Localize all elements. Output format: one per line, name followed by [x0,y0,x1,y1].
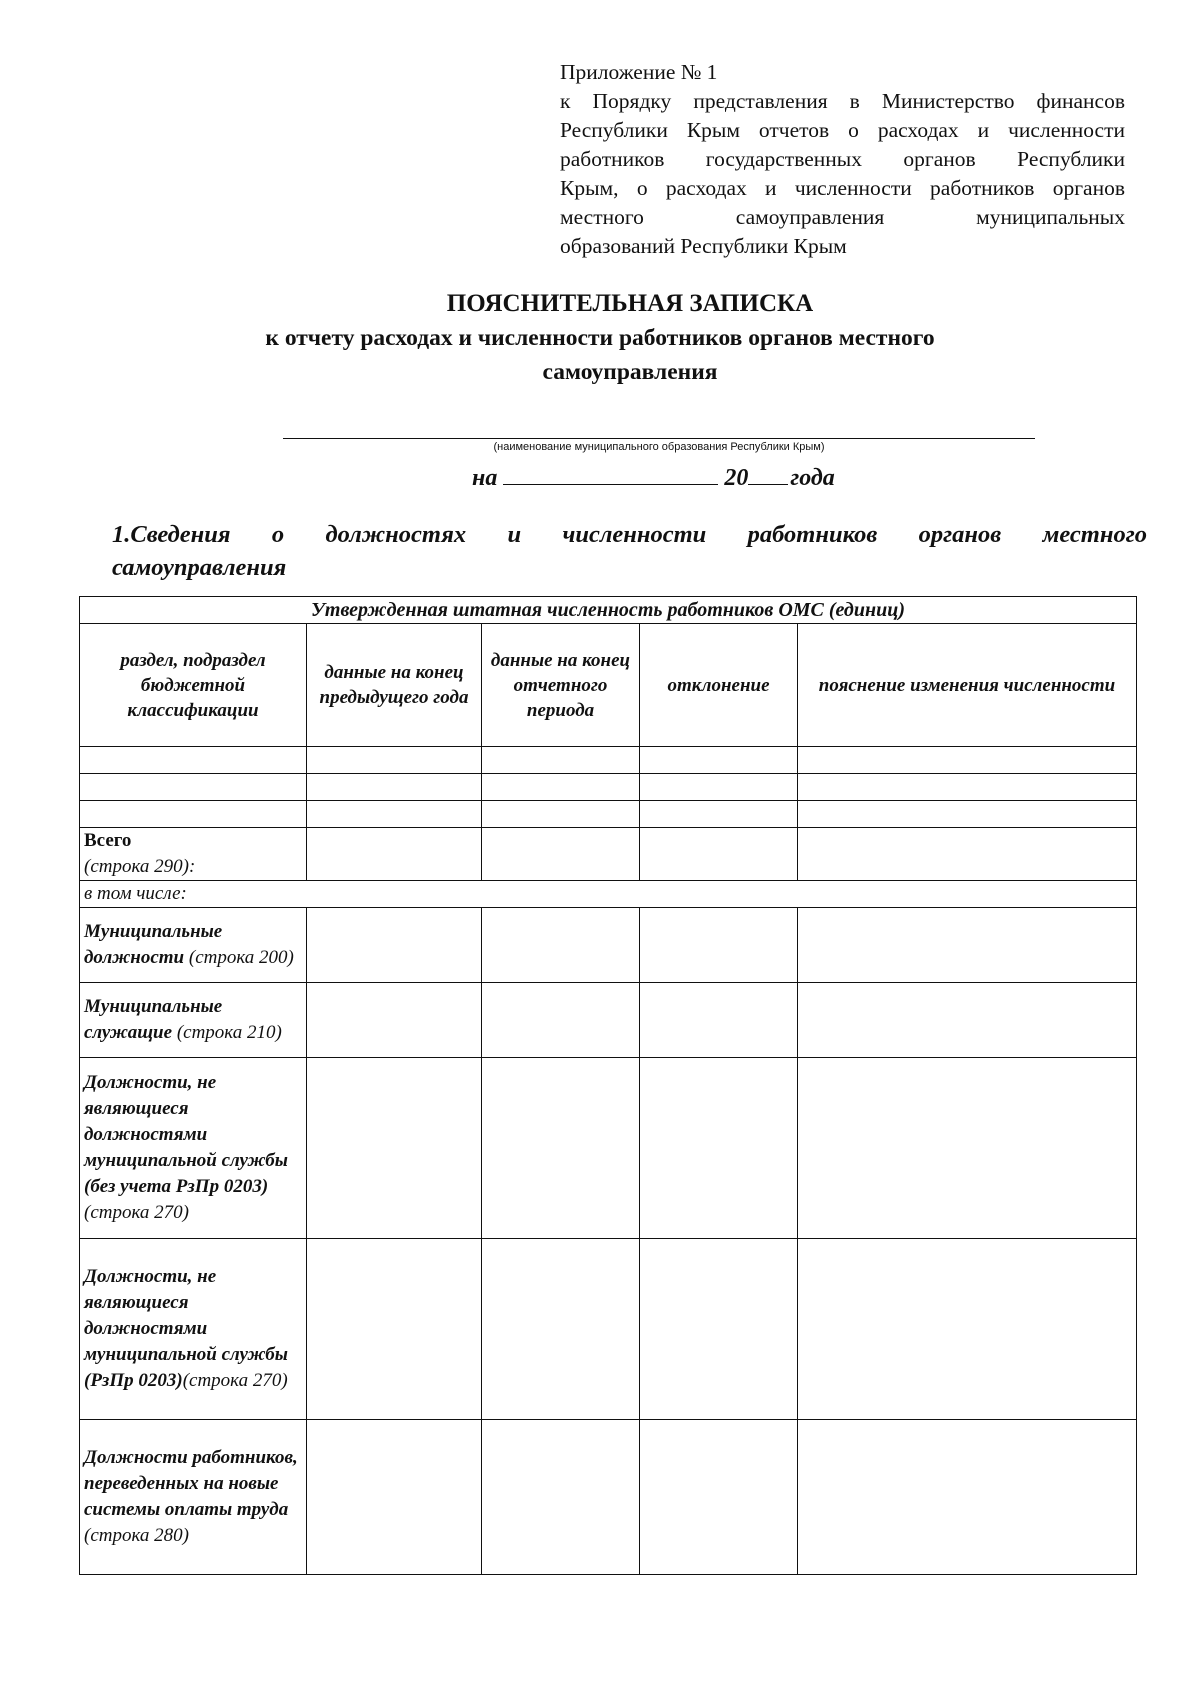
table-cell[interactable] [307,983,482,1058]
document-subtitle-line-1: к отчету расходах и численности работников органов местного [265,325,935,351]
period-date-blank[interactable] [503,460,718,485]
annex-line-7: образований Республики Крым [560,234,847,258]
document-subtitle-line-2: самоуправления [542,359,718,385]
table-cell[interactable] [307,908,482,983]
header-reporting-period: данные на конец отчетного периода [482,624,640,747]
row-label-non-service-excl-0203-bold: Должности, не являющиеся должностями муниципальной службы (без учета РзПр 0203) [84,1072,288,1197]
annex-reference [560,58,1125,261]
table-cell[interactable] [482,828,640,881]
table-cell[interactable] [798,828,1137,881]
table-cell[interactable] [80,774,307,801]
row-label-non-service-0203 [80,1239,307,1420]
municipality-caption: (наименование муниципального образования Республики Крым) [493,441,825,453]
table-cell[interactable] [307,1058,482,1239]
annex-line-6: местного самоуправления муниципальных [560,205,1125,229]
table-row [80,801,1137,828]
annex-line-1: Приложение № 1 [560,60,718,84]
municipality-name-blank[interactable] [283,438,1035,439]
row-label-including: в том числе: [80,881,1137,908]
row-label-new-pay-systems-bold: Должности работников, переведенных на новые системы оплаты труда [84,1447,298,1520]
table-cell[interactable] [482,1058,640,1239]
row-label-new-pay-systems-line: (строка 280) [84,1525,189,1546]
table-cell[interactable] [80,747,307,774]
row-label-municipal-positions-line: (строка 200) [184,947,294,968]
row-label-municipal-positions [80,908,307,983]
annex-line-4: работников государственных органов Республики [560,147,1125,171]
period-suffix: года [790,465,835,491]
header-deviation: отклонение [640,624,798,747]
row-label-municipal-servants-bold: Муниципальные служащие [84,996,223,1043]
table-cell[interactable] [307,1239,482,1420]
table-cell[interactable] [307,747,482,774]
row-label-non-service-excl-0203-line: (строка 270) [84,1202,189,1223]
table-cell[interactable] [798,908,1137,983]
row-label-new-pay-systems [80,1420,307,1575]
table-row-non-service-positions-excl-0203 [80,1058,1137,1239]
table-cell[interactable] [80,801,307,828]
table-cell[interactable] [640,828,798,881]
table-cell[interactable] [482,1239,640,1420]
row-label-non-service-excl-0203 [80,1058,307,1239]
report-period [472,460,835,492]
table-row-new-pay-systems [80,1420,1137,1575]
annex-line-3: Республики Крым отчетов о расходах и численности [560,118,1125,142]
table-caption: Утвержденная штатная численность работников ОМС (единиц) [80,597,1137,624]
table-row-including [80,881,1137,908]
table-cell[interactable] [798,801,1137,828]
table-cell[interactable] [798,1058,1137,1239]
section-heading [112,518,1147,584]
header-change-explanation: пояснение изменения численности [798,624,1137,747]
header-budget-classification: раздел, подраздел бюджетной классификации [80,624,307,747]
period-year-prefix: 20 [724,465,749,491]
table-cell[interactable] [798,774,1137,801]
table-cell[interactable] [482,747,640,774]
document-title-block [0,288,1200,388]
document-title: ПОЯСНИТЕЛЬНАЯ ЗАПИСКА [446,290,814,317]
table-cell[interactable] [798,1420,1137,1575]
annex-line-2: к Порядку представления в Министерство финансов [560,89,1125,113]
table-cell[interactable] [798,747,1137,774]
period-year-blank[interactable] [748,460,788,485]
table-cell[interactable] [640,1239,798,1420]
table-cell[interactable] [798,1239,1137,1420]
table-cell[interactable] [640,1420,798,1575]
row-label-total-line: (строка 290): [84,856,196,877]
row-label-municipal-positions-bold: Муниципальные должности [84,921,223,968]
table-cell[interactable] [640,774,798,801]
row-label-municipal-servants-line: (строка 210) [172,1022,282,1043]
row-label-total-bold: Всего [84,830,132,851]
row-label-non-service-0203-bold: Должности, не являющиеся должностями муниципальной службы (РзПр 0203) [84,1266,288,1391]
table-cell[interactable] [640,908,798,983]
staff-count-table [79,596,1137,1575]
table-row [80,747,1137,774]
table-cell[interactable] [640,747,798,774]
table-row [80,774,1137,801]
table-cell[interactable] [482,774,640,801]
table-cell[interactable] [482,1420,640,1575]
table-cell[interactable] [307,801,482,828]
section-heading-line-2: самоуправления [112,554,287,581]
row-label-non-service-0203-line: (строка 270) [182,1370,288,1391]
row-label-total [80,828,307,881]
annex-line-5: Крым, о расходах и численности работников органов [560,176,1125,200]
table-cell[interactable] [482,908,640,983]
table-cell[interactable] [640,1058,798,1239]
table-cell[interactable] [640,983,798,1058]
table-row-total [80,828,1137,881]
table-cell[interactable] [307,774,482,801]
table-row-municipal-positions [80,908,1137,983]
table-cell[interactable] [307,828,482,881]
table-cell[interactable] [307,1420,482,1575]
table-row-municipal-servants [80,983,1137,1058]
header-previous-year: данные на конец предыдущего года [307,624,482,747]
table-cell[interactable] [482,983,640,1058]
table-cell[interactable] [482,801,640,828]
row-label-municipal-servants [80,983,307,1058]
table-cell[interactable] [640,801,798,828]
period-prefix: на [472,465,498,491]
table-row-non-service-positions-0203 [80,1239,1137,1420]
section-heading-line-1: 1.Сведения о должностях и численности работников органов местного [112,521,1147,548]
table-cell[interactable] [798,983,1137,1058]
